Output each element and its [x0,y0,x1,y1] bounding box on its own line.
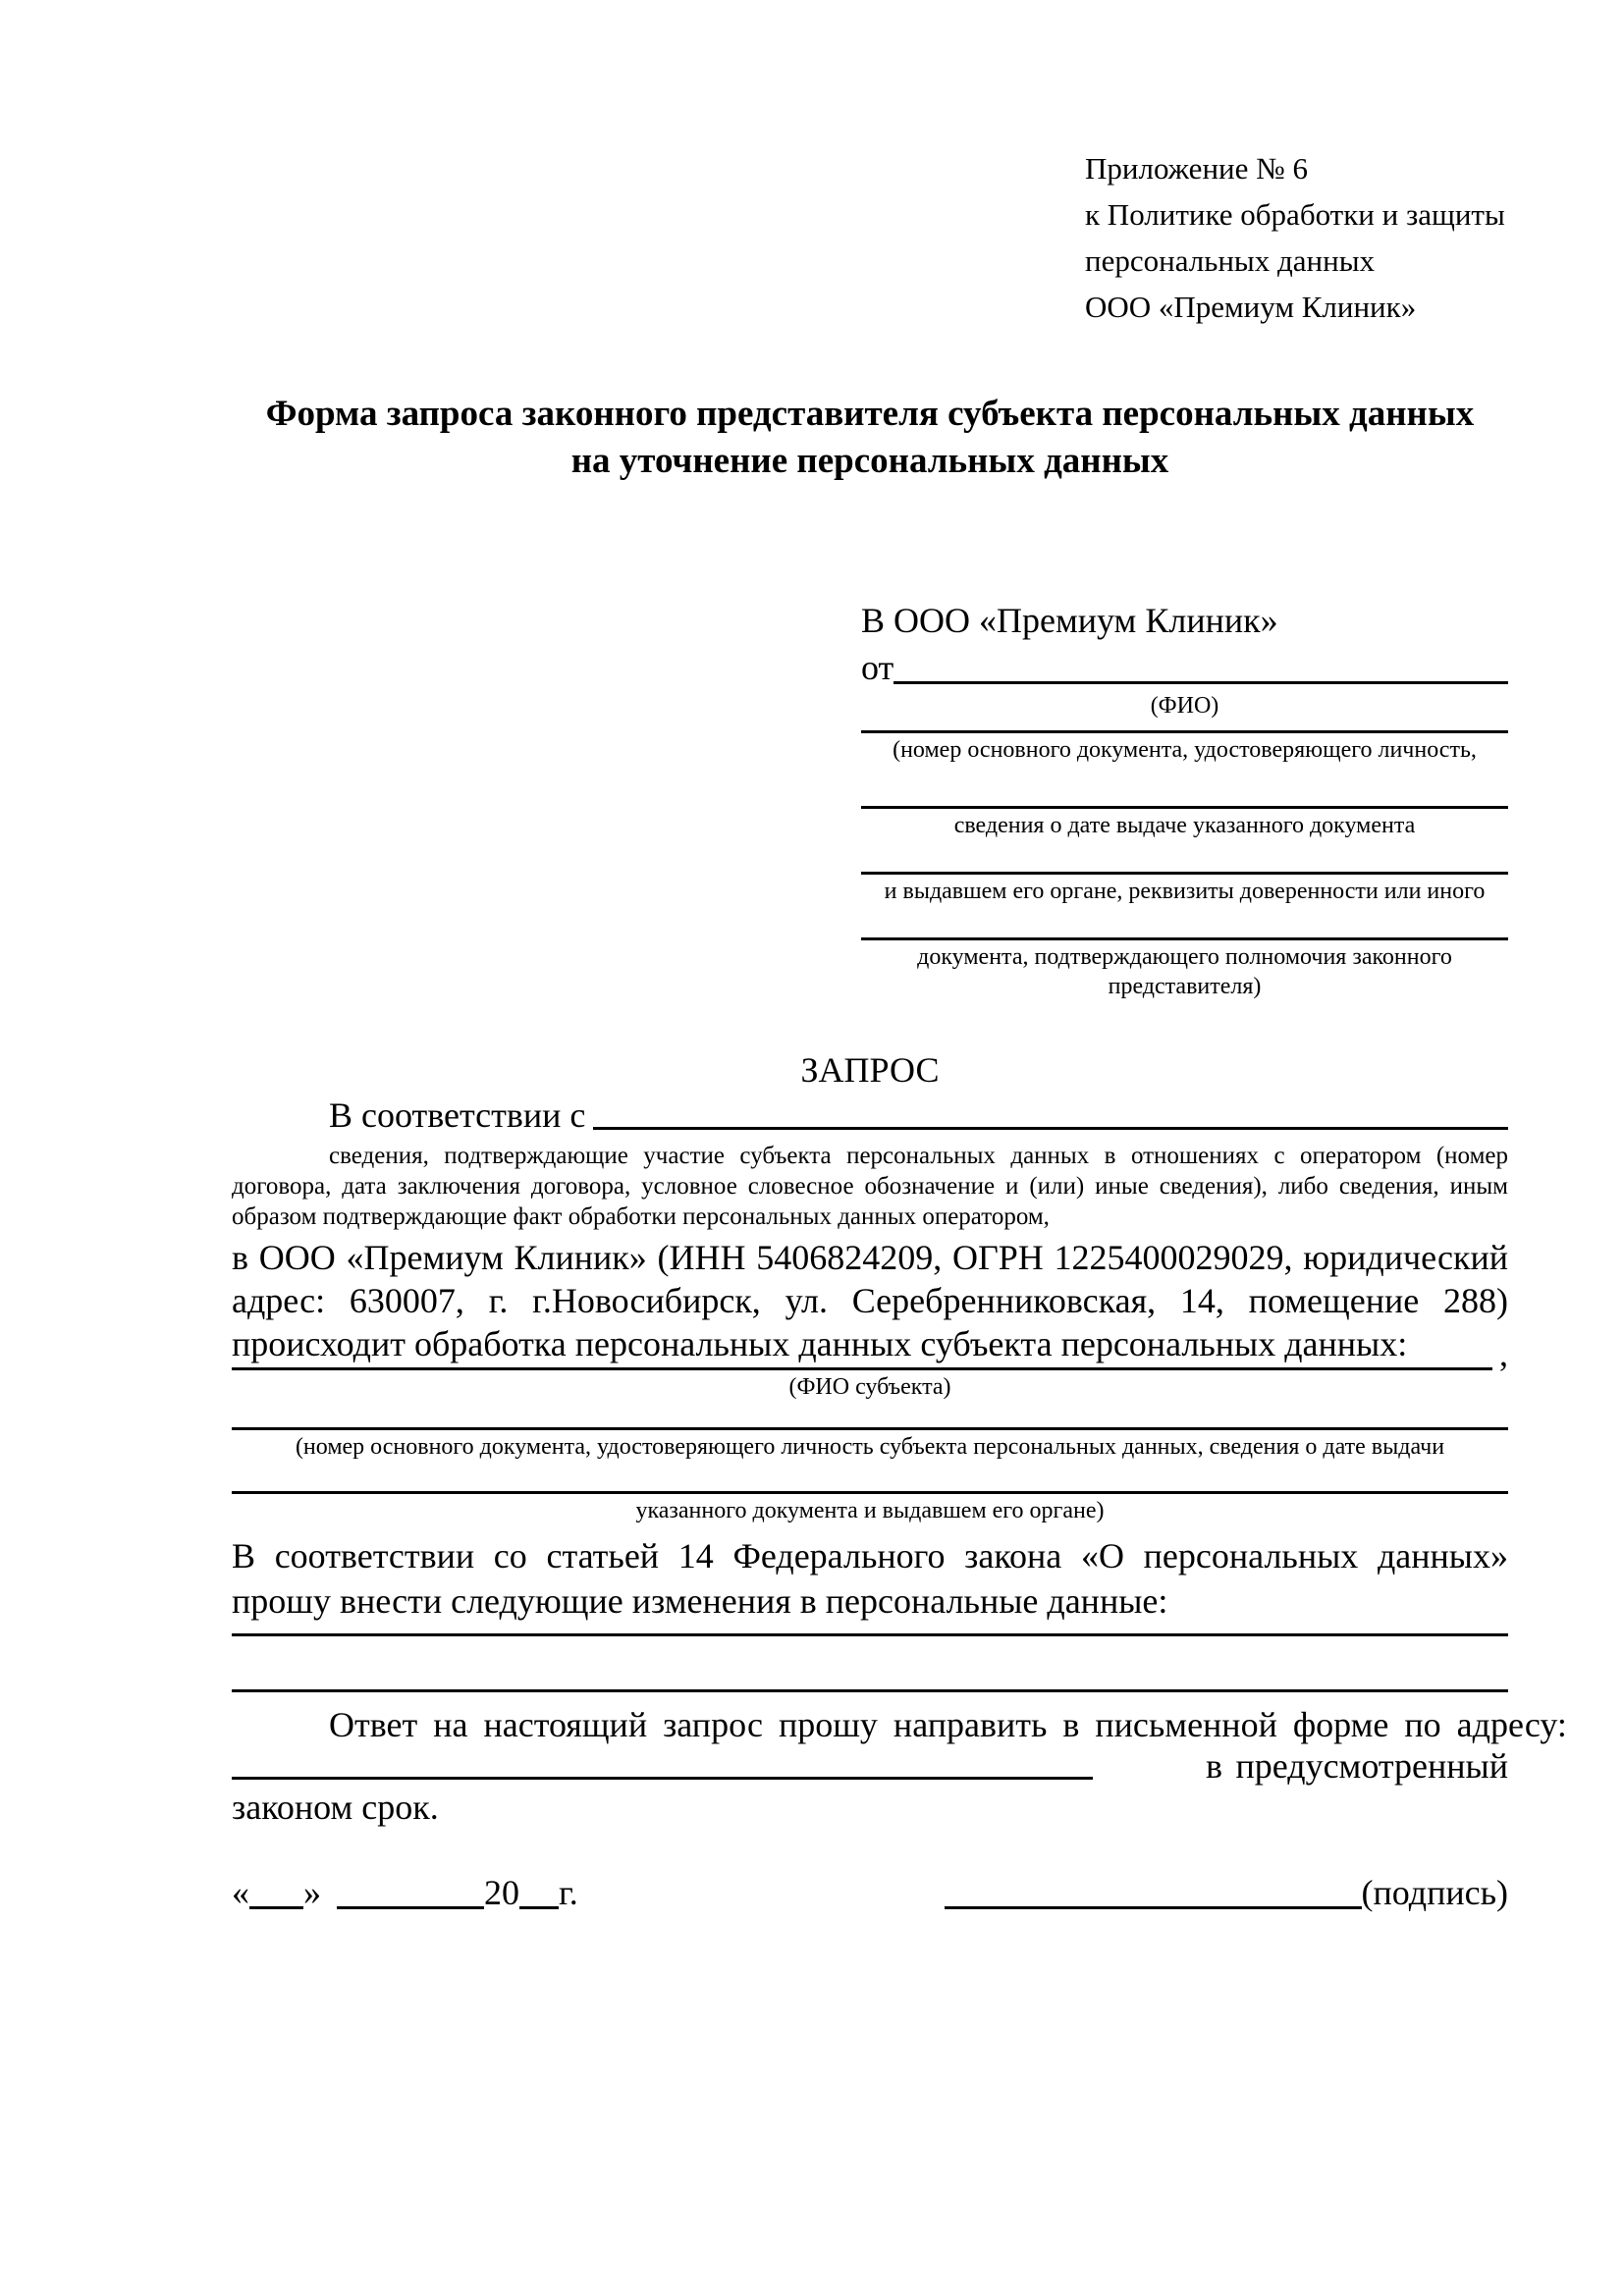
date-signature-row [232,1869,1508,1916]
basis-blank-line [593,1094,1508,1130]
answer-word: предусмотренный [1235,1746,1508,1786]
blank-line [861,937,1508,940]
month-blank-line [337,1869,484,1909]
amendment-blank-line [232,1689,1508,1692]
blank-line [861,806,1508,809]
subject-fio-blank-line [232,1334,1508,1373]
basis-label: В соответствии с [329,1095,586,1135]
document-title [232,391,1508,485]
document-title-line: Форма запроса законного представителя субъекта персональных данных [265,394,1475,434]
year-suffix: г. [559,1873,578,1912]
blank-line [861,872,1508,875]
subject-doc-caption-line2: указанного документа и выдавшем его органе) [635,1498,1105,1523]
answer-closing: законом срок. [232,1788,439,1827]
answer-word: в [1206,1746,1222,1786]
subject-fio-caption: (ФИО субъекта) [788,1374,951,1400]
trailing-comma: , [1499,1334,1508,1373]
field-caption-2: сведения о дате выдаче указанного документа [953,813,1416,838]
from-row [861,644,1508,691]
addressee-org: В ООО «Премиум Клиник» [861,601,1278,640]
signature-group [945,1869,1508,1916]
amendment-paragraph: В соответствии со статьей 14 Федерального закона «О персональных данных» прошу внести следующие изменения в персональные данные: [232,1536,1508,1621]
document-content [232,0,1567,1916]
day-quote-close: » [303,1873,321,1912]
addressee-field [861,872,1508,906]
document-title-line: на уточнение персональных данных [570,441,1169,481]
appendix-note-line: персональных данных [1085,243,1376,278]
field-caption-4: документа, подтверждающего полномочия законного представителя) [917,944,1452,999]
appendix-note-line: ООО «Премиум Клиник» [1085,290,1417,324]
addressee-field [861,937,1508,1001]
answer-address-row [232,1745,1508,1787]
appendix-note-line: Приложение № 6 [1085,151,1308,186]
addressee-field [861,730,1508,765]
from-label: от [861,648,894,687]
basis-note: сведения, подтверждающие участие субъекта персональных данных в отношениях с оператором (номер договора, дата заключения договора, условное словесное обозначение и (или) иные сведения), либо сведения, иным образом подтверждающие факт обработки персональных данных оператором, [232,1143,1508,1230]
operator-paragraph: в ООО «Премиум Клиник» (ИНН 5406824209, ОГРН 1225400029029, юридический адрес: 630007, г. г.Новосибирск, ул. Серебренниковская, 14, помещение 288) происходит обработка персональных данных субъекта персональных данных: [232,1238,1508,1363]
fio-caption: (ФИО) [1150,693,1219,719]
subject-doc-blank-line [232,1427,1508,1430]
field-caption-3: и выдавшем его органе, реквизиты доверенности или иного [884,879,1486,904]
day-quote-open: « [232,1873,249,1912]
address-blank-line [232,1745,1093,1780]
signature-blank-line [945,1869,1362,1909]
year-blank-line [519,1869,559,1909]
blank-line [861,730,1508,733]
subject-doc-caption-line1: (номер основного документа, удостоверяющего личность субъекта персональных данных, сведения о дате выдачи [295,1434,1445,1460]
appendix-note-line: к Политике обработки и защиты [1085,197,1505,232]
addressee-field [861,806,1508,840]
answer-sentence: Ответ на настоящий запрос прошу направить в письменной форме по адресу: [329,1705,1567,1744]
from-blank-line [893,644,1508,684]
subject-doc-blank-line [232,1491,1508,1494]
signature-caption: (подпись) [1361,1873,1508,1912]
year-prefix: 20 [484,1873,519,1912]
field-caption-1: (номер основного документа, удостоверяющего личность, [893,737,1477,763]
addressee-block [861,597,1508,1001]
amendment-blank-line [232,1633,1508,1636]
request-heading: ЗАПРОС [800,1050,940,1090]
day-blank-line [249,1869,303,1909]
appendix-note [1085,145,1508,330]
basis-row [232,1094,1508,1137]
